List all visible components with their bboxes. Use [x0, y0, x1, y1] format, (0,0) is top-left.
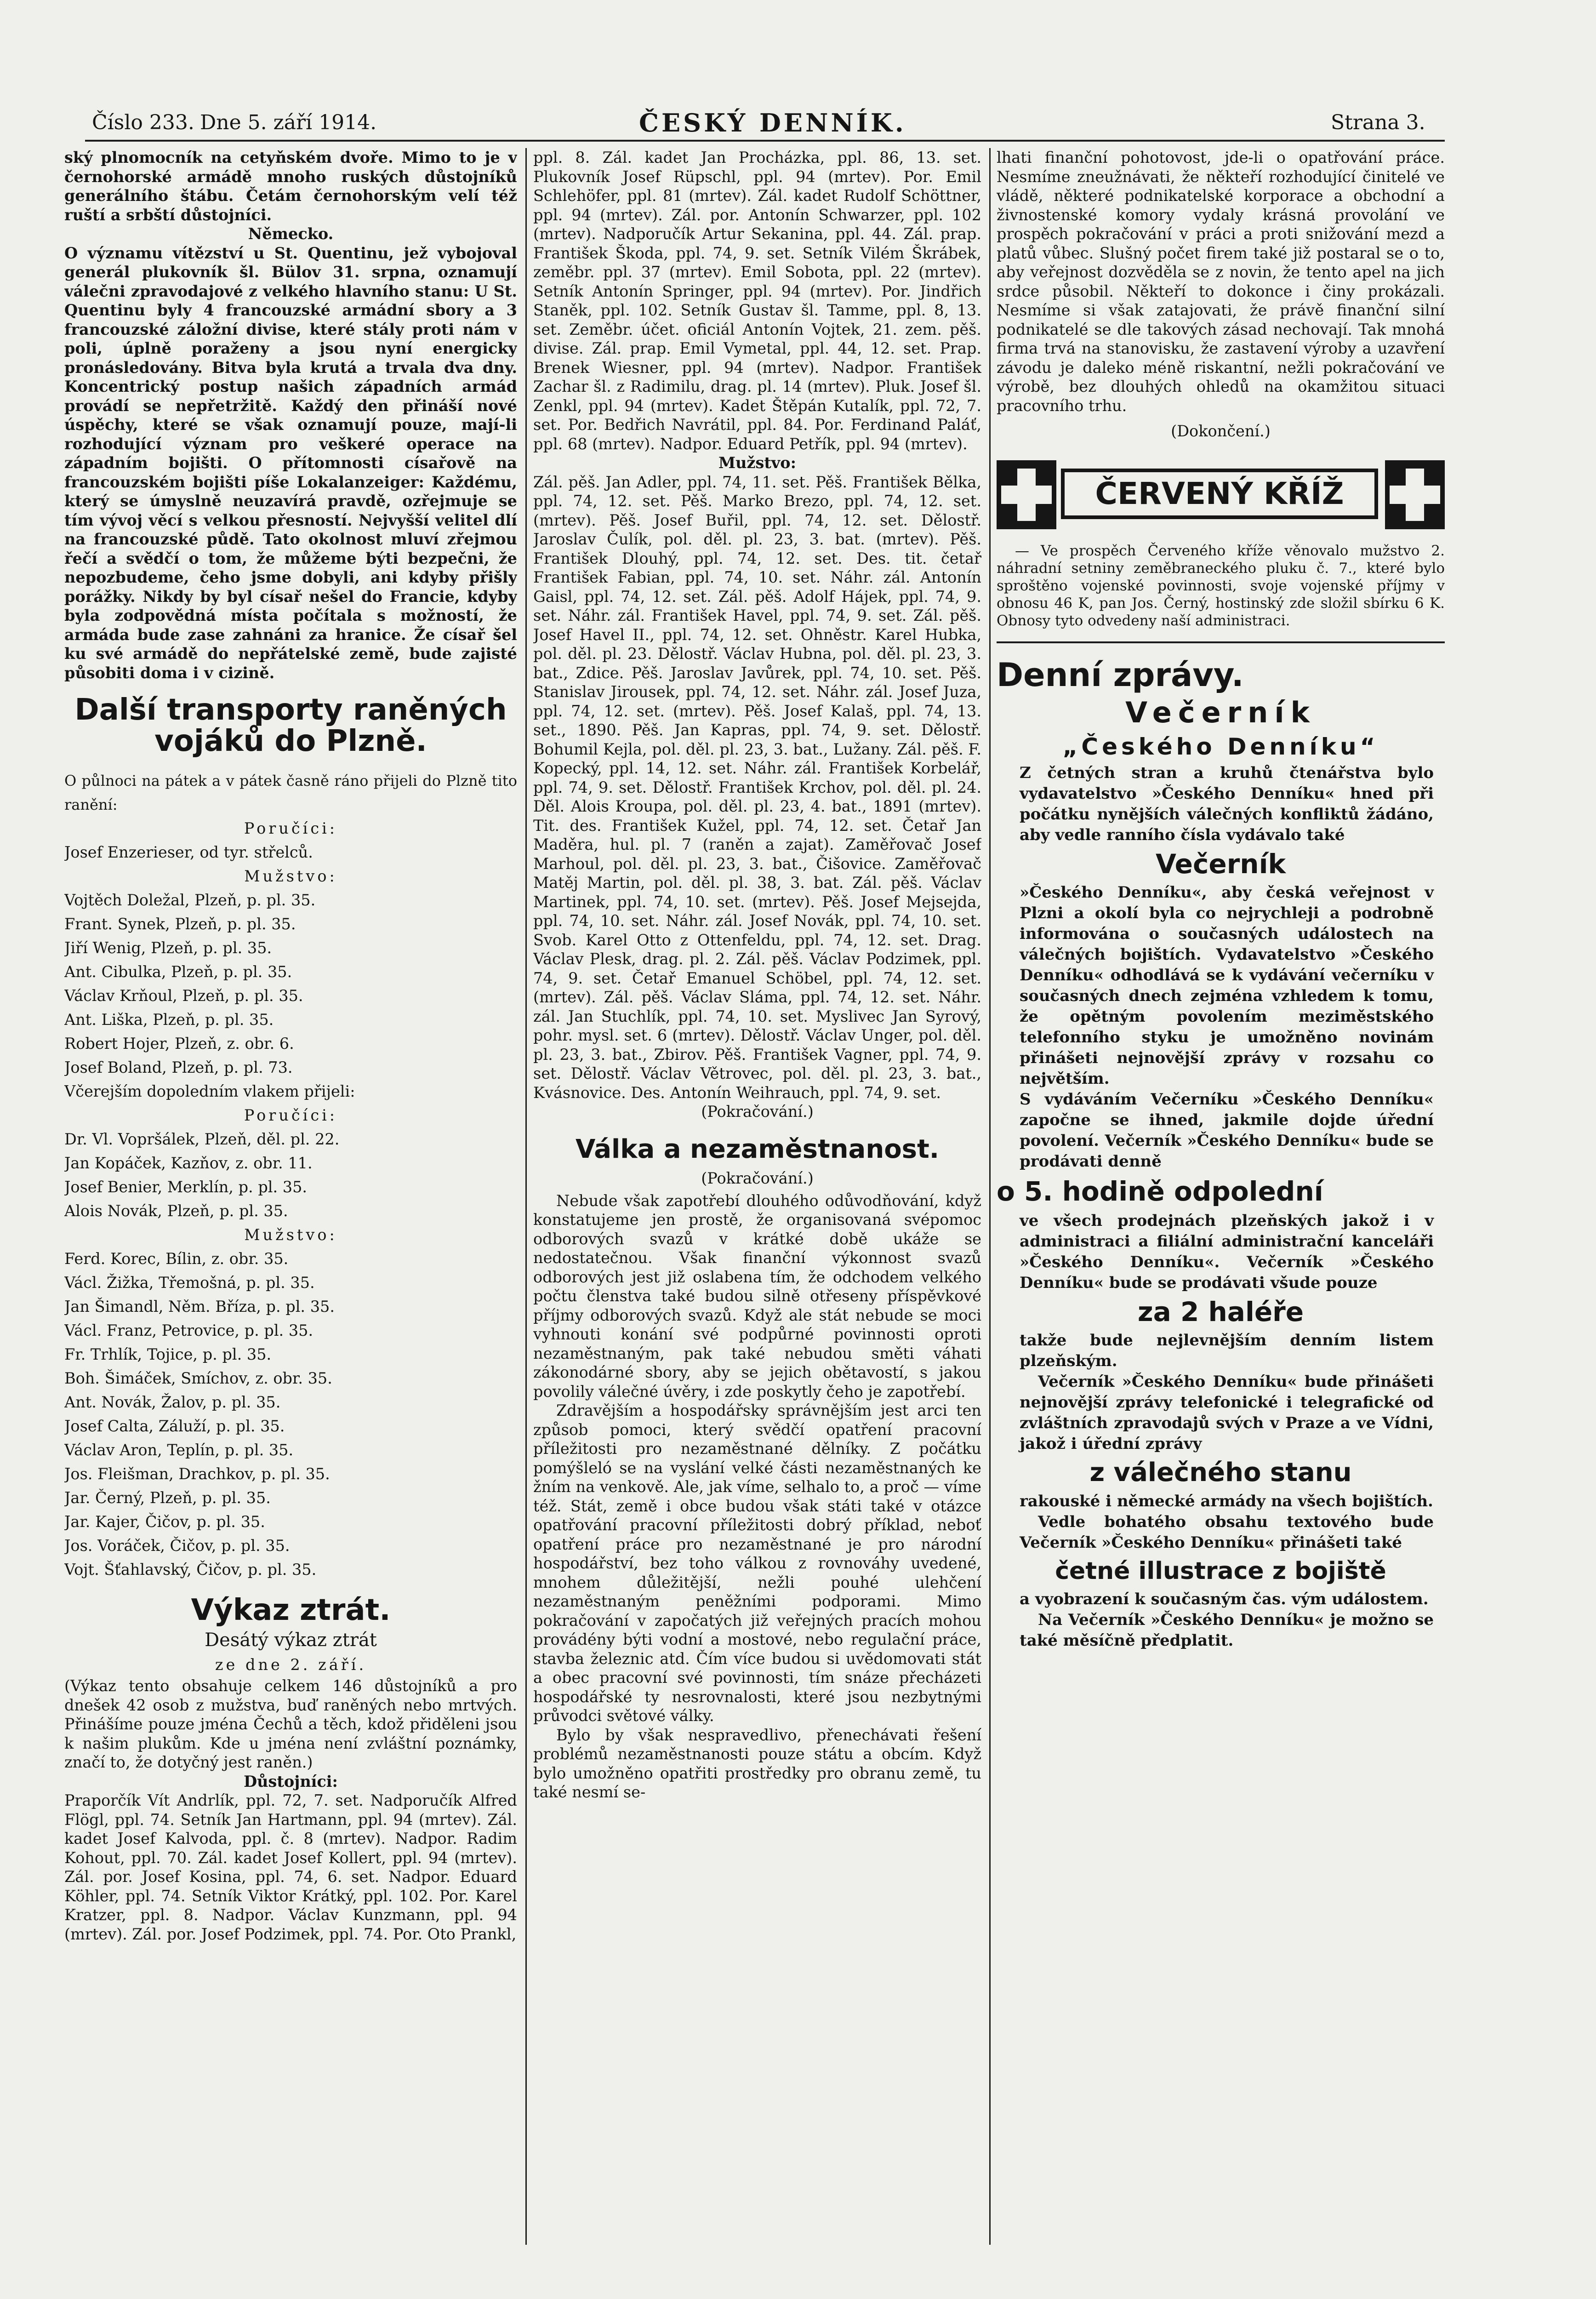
list-item: Václav Aron, Teplín, p. pl. 35. — [64, 1441, 294, 1459]
section-heading: Důstojníci: — [244, 1772, 338, 1790]
list-item: Václ. Franz, Petrovice, p. pl. 35. — [64, 1321, 314, 1339]
article-text: Zál. pěš. Jan Adler, ppl. 74, 11. set. Pěš. František Bělka, ppl. 74, 12. set. Pěš. Marko Brezo, ppl. 74, 12. set. (mrtev). Pěš. Josef Buřil, ppl. 74, 12. set. Dělostř. Jaroslav Čulík, pol. děl. pl. 23, 3. bat. (mrtev). Pěš. František Dlouhý, ppl. 74, 12. set. Des. tit. četař František Fabian, ppl. 74, 10. set. Náhr. zál. Antonín Gaisl, ppl. 74, 12. set. Zál. pěš. Adolf Hájek, ppl. 74, 9. set. Náhr. zál. František Havel, ppl. 74, 9. set. Zál. pěš. Josef Havel II., ppl. 74, 12. set. Ohněstr. Karel Hubka, pol. děl. pl. 23. Dělostř. Václav Hubna, pol. děl. pl. 23, 3. bat., Zdice. Pěš. Jaroslav Javůrek, ppl. 74, 10. set. Pěš. Stanislav Jirousek, ppl. 74, 12. set. Náhr. zál. Josef Juza, ppl. 74, 12. set. (mrtev). Pěš. Josef Kalaš, ppl. 74, 13. set., 1890. Pěš. Jan Kapras, ppl. 74, 9. set. Dělostř. Bohumil Kejla, pol. děl. pl. 23, 3. bat., Lužany. Zál. pěš. F. Kopecký, ppl. 14, 12. set. Náhr. zál. František Korbelář, ppl. 74, 9. set. Dělostř. František Krchov, pol. děl. pl. 24. Děl. Alois Kroupa, pol. děl. pl. 23, 4. bat., 1891 (mrtev). Tit. des. František Kužel, ppl. 74, 12. set. Četař Jan Maděra, hul. pl. 7 (raněn a zajat). Zaměřovač Josef Marhoul, pol. děl. pl. 23, 3. bat., Čišovice. Zaměřovač Matěj Martin, pol. děl. pl. 38, 3. bat. Zál. pěš. Václav Martinek, ppl. 74, 10. set. (mrtev). Pěš. Josef Mejsejda, ppl. 74, 10. set. Náhr. zál. Josef Novák, ppl. 74, 10. set. Svob. Karel Otto z Ottenfeldu, ppl. 74, 12. set. Drag. Václav Plesk, drag. pl. 2. Zál. pěš. Václav Podzimek, ppl. 74, 9. set. Četař Emanuel Schöbel, ppl. 74, 12. set. (mrtev). Zál. pěš. Václav Sláma, ppl. 74, 12. set. Náhr. zál. Jan Stuchlík, ppl. 74, 10. set. Myslivec Jan Syrový, pohr. mysl. set. 6 (mrtev). Dělostř. Václav Unger, pol. děl. pl. 23, 3. bat., Zbirov. Pěš. František Vagner, ppl. 74, 9. set. Dělostř. Václav Větrovec, pol. děl. pl. 23, 3. bat., Kvásnovice. Des. Antonín Weihrauch, ppl. 74, 9. set. — [533, 473, 981, 1102]
list-item: Jiří Wenig, Plzeň, p. pl. 35. — [64, 939, 272, 957]
list-item: Jar. Kajer, Čičov, p. pl. 35. — [64, 1513, 265, 1531]
article-text: Včerejším dopoledním vlakem přijeli: — [64, 1082, 355, 1100]
list-label: Mužstvo: — [244, 867, 337, 885]
list-item: Boh. Šimáček, Smíchov, z. obr. 35. — [64, 1369, 332, 1387]
red-cross-icon — [997, 460, 1056, 529]
list-label: Poručíci: — [244, 819, 338, 837]
officer-list — [64, 1127, 517, 1223]
article-text: Praporčík Vít Andrlík, ppl. 72, 7. set. Nadporučík Alfred Flögl, ppl. 74. Setník Jan Hartmann, ppl. 94 (mrtev). Zál. kadet Josef Kalvoda, ppl. č. 8 (mrtev). Nadpor. Radim Kohout, ppl. 70. Zál. kadet Josef Kollert, ppl. 94 (mrtev). Zál. por. Josef Kosina, ppl. 74, 6. set. Nadpor. Eduard Köhler, ppl. 74. Setník Viktor Krátký, ppl. 102. Por. Karel Kratzer, ppl. 8. Nadpor. Václav Kunzmann, ppl. 94 (mrtev). Zál. por. Josef Podzimek, ppl. 74. Por. Oto Prankl, — [64, 1791, 517, 1943]
article-text: Zdravějším a hospodářsky správnějším jest arci ten způsob pomoci, který svědčí opatření pracovní příležitosti pro nezaměstnané dělníky. Z počátku pomýšleló se na vyslání velké části nezaměstnaných ke žním na venkově. Ale, jak víme, selhalo to, a proč — víme též. Stát, země i obce budou však státi také v otázce opatřování pracovní příležitosti dobrý příklad, neboť opatření práce pro nezaměstnané je pro národní hospodářství, bez toho válkou z rovnováhy uvedené, mnohem důležitější, nežli pouhé ulehčení nezaměstnaným peněžními podporami. Mimo pokračování v započatých již veřejných pracích mohou provádény býti vodní a mostové, nebo regulační práce, stavba železnic atd. Čím více budou si uvědomovati stát a obec pracovní své povinnosti, tím snáze přecházeti hospodářské ty nesrovnalosti, které jsou nezbytnými průvodci světové války. — [533, 1401, 981, 1725]
list-item: Alois Novák, Plzeň, p. pl. 35. — [64, 1202, 288, 1220]
list-item: Jan Šimandl, Něm. Bříza, p. pl. 35. — [64, 1298, 335, 1315]
list-item: Josef Calta, Záluží, p. pl. 35. — [64, 1417, 285, 1435]
article-title: Válka a nezaměstnanost. — [575, 1134, 940, 1164]
list-item: Václ. Žižka, Třemošná, p. pl. 35. — [64, 1274, 315, 1292]
promo-text: Vedle bohatého obsahu textového bude Večerník »Českého Denníku« přinášeti také — [1020, 1513, 1434, 1552]
article-text: — Ve prospěch Červeného kříže věnovalo mužstvo 2. náhradní setniny zeměbraneckého pluku č. 7., které bylo sproštěno vojenské povinnosti, svoje vojenské příjmy v obnosu 46 K, pan Jos. Černý, hostinský zde složil sbírku 6 K. Obnosy tyto odvedeny naší administraci. — [997, 543, 1445, 629]
section-heading: Německo. — [248, 225, 334, 243]
list-item: Vojtěch Doležal, Plzeň, p. pl. 35. — [64, 891, 316, 909]
masthead-title: ČESKÝ DENNÍK. — [639, 108, 906, 137]
article-note: (Výkaz tento obsahuje celkem 146 důstojníků a pro dnešek 42 osob z mužstva, buď raněných nebo mrtvých. Přinášíme pouze jména Čechů a těch, kdož přiděleni jsou k našim plukům. Kde u jména není zvláštní poznámky, značí to, že dotyčný jest raněn.) — [64, 1677, 517, 1771]
list-item: Fr. Trhlík, Tojice, p. pl. 35. — [64, 1345, 272, 1363]
promo-text: »Českého Denníku«, aby česká veřejnost v Plzni a okolí byla co nejrychleji a podrobně informována o současných událostech na válečných bojištích. Vydavatelstvo »Českého Denníku« odhodlává se k vydávání večerníku v současných dnech zejména vzhledem k tomu, že opětným povolením meziměstského telefonního styku je umožněno novinám přinášeti nejnovější zprávy v rozsahu co největším. — [1020, 883, 1434, 1088]
article-text: O půlnoci na pátek a v pátek časně ráno přijeli do Plzně tito ranění: — [64, 772, 517, 813]
red-cross-banner — [997, 456, 1445, 534]
promo-text: Z četných stran a kruhů čtenářstva bylo vydavatelstvo »Českého Denníku« hned při počátku nynějších válečných konfliktů žádáno, aby vedle ranního čísla vydávalo také — [1020, 764, 1434, 844]
list-label: Mužstvo: — [244, 1226, 337, 1244]
red-cross-icon — [1385, 460, 1445, 529]
list-item: Ferd. Korec, Bílin, z. obr. 35. — [64, 1250, 289, 1268]
list-item: Václav Krňoul, Plzeň, p. pl. 35. — [64, 987, 303, 1005]
article-text: Bylo by však nespravedlivo, přenechávati řešení problémů nezaměstnanosti pouze státu a obcím. Když bylo umožněno opatřiti prostředky pro obranu země, tu také nesmí se- — [533, 1726, 981, 1801]
promo-text: ve všech prodejnách plzeňských jakož i v administraci a filiální administrační kanceláři »Českého Denníku«. Večerník »Českého Denníku« bude se prodávati všude pouze — [1020, 1212, 1434, 1292]
article-title: Další transporty raněných vojáků do Plzně. — [74, 693, 507, 758]
promo-highlight: za 2 haléře — [1137, 1296, 1304, 1327]
column-divider — [989, 148, 991, 2245]
soldier-list — [64, 1247, 517, 1582]
list-item: Jos. Voráček, Čičov, p. pl. 35. — [64, 1537, 290, 1555]
section-rule — [997, 641, 1445, 643]
red-cross-title: ČERVENÝ KŘÍŽ — [1061, 469, 1378, 519]
list-item: Vojt. Šťahlavský, Čičov, p. pl. 35. — [64, 1561, 317, 1578]
list-item: Jan Kopáček, Kazňov, z. obr. 11. — [64, 1154, 313, 1172]
continued-note: (Dokončení.) — [1171, 422, 1271, 440]
promo-text: Večerník »Českého Denníku« bude přinášeti nejnovější zprávy telefonické i telegrafické od zvláštních zpravodajů svých v Praze a ve Vídni, jakož i úřední zprávy — [1020, 1373, 1434, 1453]
article-text: O významu vítězství u St. Quentinu, jež vybojoval generál plukovník šl. Bülov 31. srpna, oznamují válečni zpravodajové z velkého hlavního stanu: U St. Quentinu byly 4 francouzské armádní sbory a 3 francouzské záložní divise, které stály proti nám v poli, úplně poraženy a jsou nyní energicky pronásledovány. Bitva byla krutá a trvala dva dny. Koncentrický postup našich západních armád provádí se nepřetržitě. Každý den přináší nové úspěchy, které se však oznamují pouze, mají-li rozhodující význam pro veškeré operace na západním bojišti. O přítomnosti císařově na francouzském bojišti píše Lokalanzeiger: Každému, který se úmyslně neuzavírá pravdě, ozřejmuje se tím vývoj věcí s velkou přesností. Nejvyšší velitel dlí na francouzské půdě. Tato okolnost mluví zřejmou řečí a svědčí o tom, že můžeme býti bezpečni, že nepozbudeme, čeho jsme dobyli, ani kdyby přišly porážky. Nikdy by byl císař nešel do Francie, kdyby byla zodpovědná místa počítala s možností, že armáda bude zase zahnáni za hranice. Že císař šel ku své armádě do nepřátelské země, bude zajisté působiti doma i v cizině. — [64, 244, 517, 682]
column-2 — [533, 148, 981, 2268]
header-rule — [85, 140, 1445, 142]
officer-list — [64, 841, 517, 864]
list-item: Josef Boland, Plzeň, p. pl. 73. — [64, 1058, 293, 1076]
promo-highlight: Večerník — [1155, 848, 1286, 880]
list-item: Jar. Černý, Plzeň, p. pl. 35. — [64, 1489, 271, 1507]
article-title: Výkaz ztrát. — [191, 1593, 391, 1627]
page-number: Strana 3. — [1331, 111, 1425, 134]
list-item: Robert Hojer, Plzeň, z. obr. 6. — [64, 1035, 294, 1052]
issue-number: Číslo 233. — [92, 111, 194, 134]
promo-title: Večerník — [1125, 696, 1316, 729]
article-text: ský plnomocník na cetyňském dvoře. Mimo to je v černohorské armádě mnoho ruských důstojníků generálního štábu. Četám černohorským velí též ruští a srbští důstojníci. — [64, 149, 517, 224]
column-3 — [997, 148, 1445, 2268]
section-heading: Mužstvo: — [718, 454, 796, 472]
article-subtitle: Desátý výkaz ztrát — [205, 1630, 377, 1651]
promo-text: S vydáváním Večerníku »Českého Denníku« započne se ihned, jakmile dojde úřední povolení. Večerník »Českého Denníku« bude se prodávati denně — [1020, 1090, 1434, 1171]
column-1 — [64, 148, 517, 2268]
issue-date: Dne 5. září 1914. — [200, 111, 377, 134]
list-item: Josef Benier, Merklín, p. pl. 35. — [64, 1178, 308, 1196]
promo-highlight: četné illustrace z bojiště — [1055, 1557, 1386, 1585]
list-item: Ant. Cibulka, Plzeň, p. pl. 35. — [64, 963, 292, 981]
list-item: Josef Enzerieser, od tyr. střelců. — [64, 843, 313, 861]
list-item: Jos. Fleišman, Drachkov, p. pl. 35. — [64, 1465, 330, 1483]
list-label: Poručíci: — [244, 1106, 338, 1124]
soldier-list — [64, 888, 517, 1080]
article-text: Nebude však zapotřebí dlouhého odůvodňování, když konstatujeme jen prostě, že organisovaná svépomoc odborových svazů v krátké době ukáže se nedostatečnou. Však finanční výkonnost svazů odborových jest již oslabena tím, že odchodem velkého počtu členstva také budou silně otřeseny příspěvkové příjmy odborových svazů. Když ale stát nebude se moci vyhnouti konání své podpůrné povinnosti oproti nezaměstnaným, pak také nebudou směti váhati zákonodárné sbory, aby se jejich obětavostí, s jakou povolily válečné úvěry, i zde poskytly čeho je zapotřebí. — [533, 1191, 981, 1401]
promo-text: takže bude nejlevnějším denním listem plzeňským. — [1020, 1331, 1434, 1370]
promo-text: rakouské i německé armády na všech bojištích. — [1020, 1492, 1433, 1510]
promo-text: Na Večerník »Českého Denníku« je možno se také měsíčně předplatit. — [1020, 1611, 1434, 1650]
list-item: Ant. Liška, Plzeň, p. pl. 35. — [64, 1011, 274, 1029]
promo-highlight: o 5. hodině odpolední — [997, 1176, 1323, 1207]
list-item: Ant. Novák, Žalov, p. pl. 35. — [64, 1393, 281, 1411]
article-text: lhati finanční pohotovost, jde-li o opatřování práce. Nesmíme zneužnávati, že někteří rozhodující činitelé ve vládě, některé podnikatelské korporace a obchodní a živnostenské komory vydaly krásná provolání ve prospěch pokračování v práci a proti snižování mezd a platů vůbec. Slušný počet firem také již postaral se o to, aby veřejnost dozvěděla se z novin, že tento apel na jich srdce působil. Někteří to dokonce i činy prokázali. Nesmíme si však zatajovati, že právě finanční silní podnikatelé se dle takových zásad nechovají. Tak mnohá firma trvá na stanovisku, že zastavení výroby a uzavření závodu je daleko méně riskantní, nežli pokračování ve výrobě, bez dlouhých ohledů na okamžitou situaci pracovního trhu. — [997, 149, 1445, 415]
section-title: Denní zprávy. — [997, 656, 1244, 694]
list-item: Dr. Vl. Vopršálek, Plzeň, děl. pl. 22. — [64, 1130, 340, 1148]
article-date: ze dne 2. září. — [215, 1656, 367, 1674]
promo-text: a vyobrazení k současným čas. vým událostem. — [1020, 1590, 1429, 1608]
promo-subtitle: „Českého Denníku“ — [1062, 733, 1379, 760]
continued-note: (Pokračování.) — [701, 1169, 814, 1187]
article-text: ppl. 8. Zál. kadet Jan Procházka, ppl. 86, 13. set. Plukovník Josef Rüpschl, ppl. 94 (mrtev). Por. Emil Schlehöfer, ppl. 81 (mrtev). Zál. kadet Rudolf Schöttner, ppl. 94 (mrtev). Zál. por. Antonín Schwarzer, ppl. 102 (mrtev). Nadporučík Artur Sekanina, ppl. 44. Zál. prap. František Škoda, ppl. 74, 9. set. Setník Vilém Škrábek, zeměbr. ppl. 37 (mrtev). Emil Sobota, ppl. 22 (mrtev). Setník Antonín Springer, ppl. 94 (mrtev). Por. Jindřich Staněk, ppl. 102. Setník Gustav šl. Tamme, ppl. 8, 13. set. Zeměbr. účet. oficiál Antonín Vojtek, 21. zem. pěš. divise. Zál. prap. Emil Vymetal, ppl. 44, 12. set. Prap. Brenek Wiesner, ppl. 94 (mrtev). Nadpor. František Zachar šl. z Radimilu, drag. pl. 14 (mrtev). Pluk. Josef šl. Zenkl, ppl. 94 (mrtev). Kadet Štěpán Kutalík, ppl. 72, 7. set. Por. Bedřich Navrátil, ppl. 84. Por. Ferdinand Paláť, ppl. 68 (mrtev). Nadpor. Eduard Petřík, ppl. 94 (mrtev). — [533, 149, 981, 453]
list-item: Frant. Synek, Plzeň, p. pl. 35. — [64, 915, 296, 933]
promo-highlight: z válečného stanu — [1089, 1458, 1352, 1487]
column-divider — [525, 148, 527, 2245]
continued-note: (Pokračování.) — [701, 1103, 814, 1121]
